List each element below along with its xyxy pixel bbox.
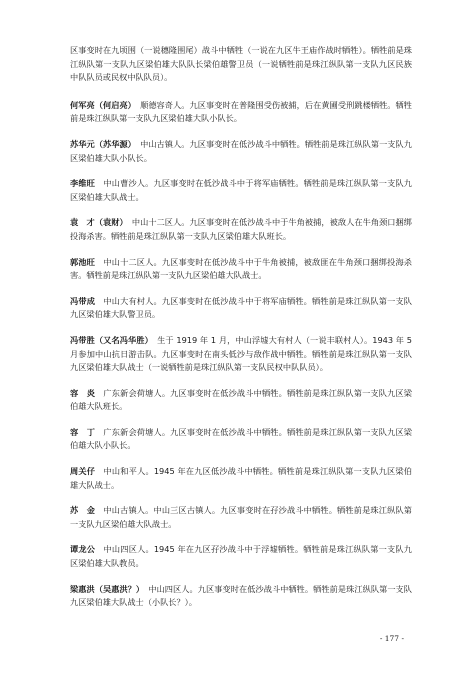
entry-text: 中山古镇人。中山三区古镇人。九区事变时在孖沙战斗中牺牲。牺牲前是珠江纵队第一支队九区梁伯雄大队战士。 <box>70 505 412 529</box>
entry-text: 中山和平人。1945 年在九区低沙战斗中牺牲。牺牲前是珠江纵队第一支队九区梁伯雄大队战士。 <box>70 466 412 490</box>
entry-text: 中山十二区人。九区事变时在低沙战斗中于牛角被捕，被敌人在牛角颈口捆绑投海杀害。牺牲前是珠江纵队第一支队九区梁伯雄大队班长。 <box>70 217 412 241</box>
intro-paragraph: 区事变时在九顷围（一说穗隆围尾）战斗中牺牲（一说在九区牛王庙作战时牺牲）。牺牲前是珠江纵队第一支队九区梁伯雄大队队长梁伯雄警卫员（一说牺牲前是珠江纵队第一支队九区民族中队队员或民权中队队员）。 <box>70 45 412 83</box>
entry-text: 顺德容奇人。九区事变时在普隆围受伤被捕，后在黄圃受刑跳楼牺牲。牺牲前是珠江纵队第一支队九区梁伯雄大队小队长。 <box>70 99 412 124</box>
entry-paragraph <box>70 99 412 126</box>
entry-name: 李维旺 <box>70 178 96 189</box>
entry-text: 广东新会荷塘人。九区事变时在低沙战斗中牺牲。牺牲前是珠江纵队第一支队九区梁伯雄大队班长。 <box>70 387 412 412</box>
page-number: - 177 - <box>379 634 404 643</box>
entry-text: 中山曹沙人。九区事变时在低沙战斗中于将军庙牺牲。牺牲前是珠江纵队第一支队九区梁伯雄大队战士。 <box>70 178 412 202</box>
entry-paragraph <box>70 543 412 570</box>
entry-paragraph <box>70 583 412 610</box>
entry-paragraph <box>70 216 412 243</box>
entry-name: 袁 才（袁财） <box>70 217 124 228</box>
entry-paragraph <box>70 465 412 492</box>
entry-name: 苏 金 <box>70 505 96 516</box>
entry-text: 中山十二区人。九区事变时在低沙战斗中于牛角被捕，被敌匪在牛角颈口捆绑投海杀害。牺牲前是珠江纵队第一支队九区梁伯雄大队战士。 <box>70 256 412 281</box>
entry-name: 容 丁 <box>70 426 96 437</box>
entry-paragraph <box>70 334 412 375</box>
entry-name: 谭龙公 <box>70 544 96 555</box>
entry-name: 冯带成 <box>70 295 96 306</box>
entry-paragraph <box>70 138 412 165</box>
entry-text: 广东新会荷塘人。九区事变时在低沙战斗中牺牲。牺牲前是珠江纵队第一支队九区梁伯雄大队小队长。 <box>70 426 412 451</box>
entry-text: 生于 1919 年 1 月，中山浮墟大有村人（一说丰联村人）。1943 年 5 月参加中山抗日游击队。九区事变时在南头低沙与敌作战中牺牲。牺牲前是珠江纵队第一支队九区梁伯雄大队战士（一说牺牲前是珠江纵队第一支队民权中队队员）。 <box>70 334 412 373</box>
entry-paragraph <box>70 426 412 453</box>
entry-name: 周关仔 <box>70 466 96 477</box>
entry-text: 中山大有村人。九区事变时在低沙战斗中于将军庙牺牲。牺牲前是珠江纵队第一支队九区梁伯雄大队警卫员。 <box>70 295 412 320</box>
entry-name: 苏华元（苏华源） <box>70 138 132 149</box>
entry-text: 中山四区人。1945 年在九区孖沙战斗中于浮墟牺牲。牺牲前是珠江纵队第一支队九区梁伯雄大队教员。 <box>70 544 412 569</box>
entry-name: 何军亮（何启亮） <box>70 99 132 110</box>
entry-name: 梁惠洪（吴惠洪？） <box>70 583 141 594</box>
entry-text: 中山古镇人。九区事变时在低沙战斗中牺牲。牺牲前是珠江纵队第一支队九区梁伯雄大队小队长。 <box>70 138 412 163</box>
entries-list <box>70 99 412 610</box>
entry-paragraph <box>70 177 412 204</box>
entry-name: 容 炎 <box>70 387 96 398</box>
entry-paragraph <box>70 295 412 322</box>
entry-paragraph <box>70 387 412 414</box>
entry-paragraph <box>70 504 412 531</box>
entry-name: 冯带胜（又名冯华胜） <box>70 334 149 345</box>
entry-paragraph <box>70 256 412 283</box>
entry-name: 郭池旺 <box>70 256 96 267</box>
document-body <box>70 44 412 622</box>
entry-text: 中山四区人。九区事变时在低沙战斗中牺牲。牺牲前是珠江纵队第一支队九区梁伯雄大队战士（小队长？）。 <box>70 583 412 608</box>
